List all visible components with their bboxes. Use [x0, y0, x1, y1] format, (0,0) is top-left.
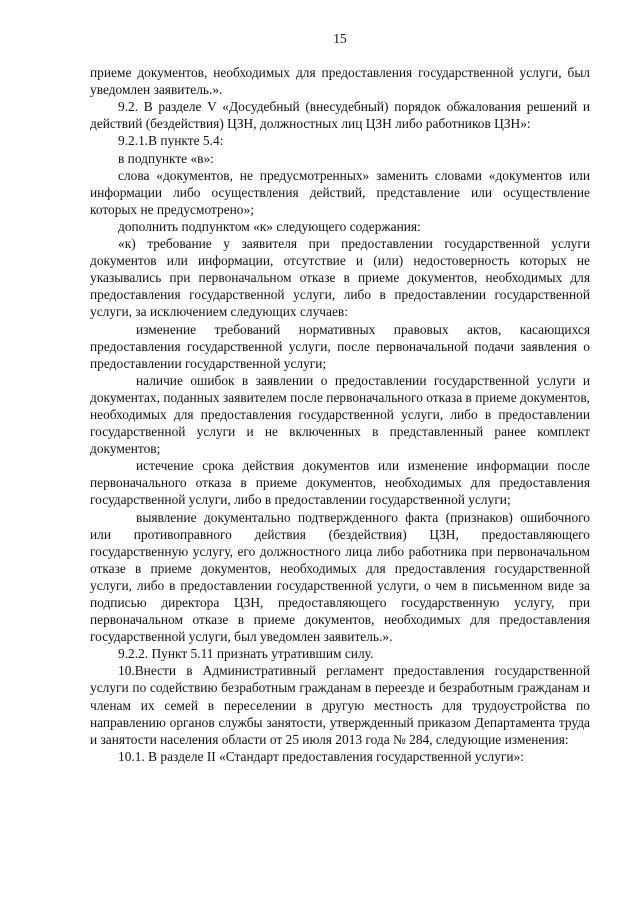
paragraph-add-subitem-k: дополнить подпунктом «к» следующего содержания: — [118, 218, 421, 234]
paragraph-10: 10.Внести в Административный регламент предоставления государственной услуги по содействию безработным гражданам в переезде и безработным гражданам и членам их семей в переселении в другую местность для трудоустройства по направлению органов службы занятости, утвержденный приказом Департамента труда и занятости населения области от 25 июля 2013 года № 284, следующие изменения: — [90, 663, 590, 747]
paragraph-case-errors: наличие ошибок в заявлении о предоставлении государственной услуги и документах, поданных заявителем после первоначального отказа в приеме документов, необходимых для предоставления государственной услуги, либо в предоставлении государственной услуги и не включенных в представленный ранее комплект документов; — [90, 372, 590, 457]
paragraph-replace-words: слова «документов, не предусмотренных» заменить словами «документов или информации либо осуществления действий, представление или осуществление которых не предусмотрено»; — [90, 167, 590, 217]
paragraph-9-2-2: 9.2.2. Пункт 5.11 признать утратившим силу. — [118, 646, 374, 662]
paragraph-subitem-k-text: «к) требование у заявителя при предоставлении государственной услуги документов или информации, отсутствие и (или) недостоверность которых не указывались при первоначальном отказе в приеме документов, необходимых для предоставления государственной услуги, либо в предоставлении государственной услуги, за исключением следующих случаев: — [90, 236, 590, 320]
paragraph-continuation: приеме документов, необходимых для предоставления государственной услуги, был уведомлен заявитель.». — [90, 65, 590, 98]
paragraph-subitem-v: в подпункте «в»: — [118, 150, 214, 166]
paragraph-case-unlawful-action: выявление документально подтвержденного факта (признаков) ошибочного или противоправного действия (бездействия) ЦЗН, предоставляющего государственную услугу, его должностного лица либо работника при первоначальном отказе в приеме документов, необходимых для предоставления государственной услуги, либо в предоставлении государственной услуги, о чем в письменном виде за подписью директора ЦЗН, предоставляющего государственную услугу, при первоначальном отказе в приеме документов, необходимых для предоставления государственной услуги, был уведомлен заявитель.». — [90, 509, 590, 645]
paragraph-10-1: 10.1. В разделе II «Стандарт предоставления государственной услуги»: — [118, 748, 524, 764]
paragraph-case-requirements-change: изменение требований нормативных правовых актов, касающихся предоставления государственной услуги, после первоначальной подачи заявления о предоставлении государственной услуги; — [90, 321, 590, 371]
paragraph-9-2: 9.2. В разделе V «Досудебный (внесудебный) порядок обжалования решений и действий (бездействия) ЦЗН, должностных лиц ЦЗН либо работников ЦЗН»: — [90, 99, 590, 132]
page-number: 15 — [333, 31, 347, 46]
paragraph-case-expiry: истечение срока действия документов или изменение информации после первоначального отказа в приеме документов, необходимых для предоставления государственной услуги, либо в предоставлении государственной услуги; — [90, 458, 590, 508]
paragraph-9-2-1: 9.2.1.В пункте 5.4: — [118, 133, 224, 149]
